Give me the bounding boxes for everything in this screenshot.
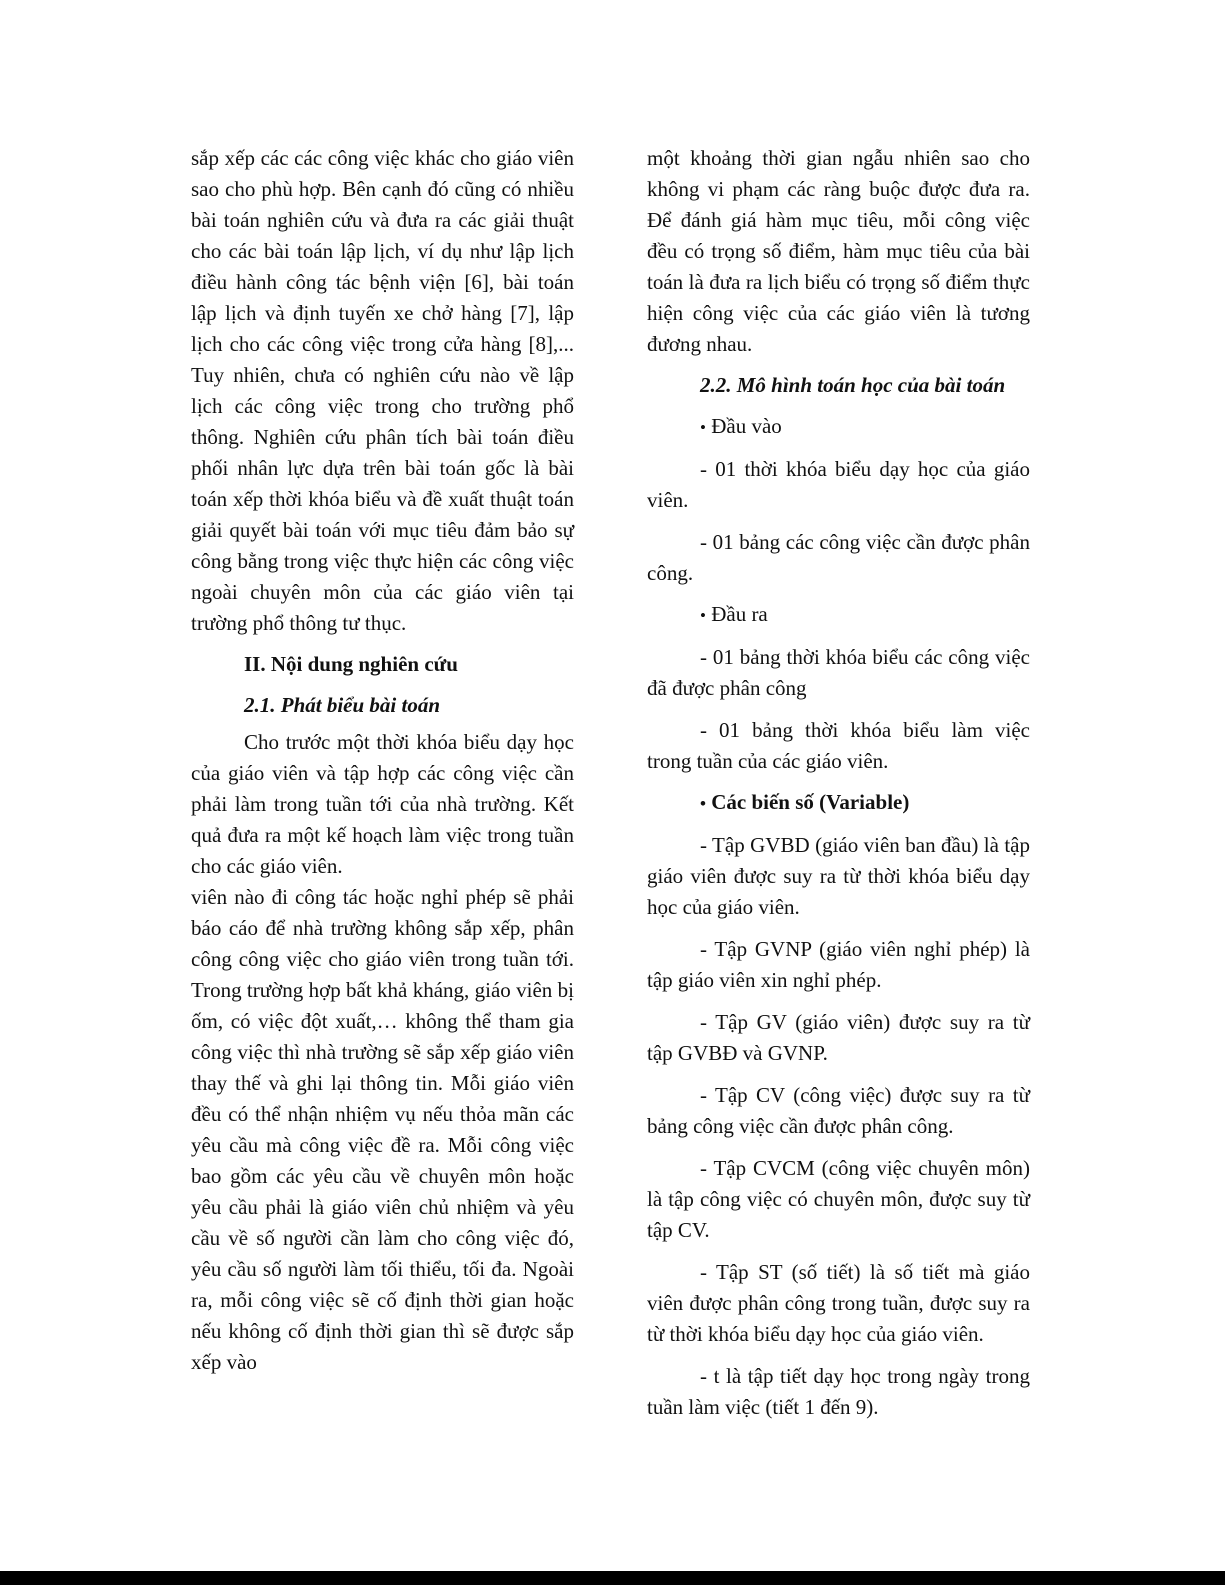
variables-bullet xyxy=(647,787,1030,819)
list-item: - 01 bảng thời khóa biểu làm việc trong tuần của các giáo viên. xyxy=(647,718,1030,773)
bullet-label: Đầu ra xyxy=(711,602,768,626)
input-bullet xyxy=(647,411,1030,443)
list-item: - Tập GV (giáo viên) được suy ra từ tập GVBĐ và GVNP. xyxy=(647,1010,1030,1065)
bullet-icon: • xyxy=(700,794,706,813)
list-item: - 01 bảng thời khóa biểu các công việc đã được phân công xyxy=(647,645,1030,700)
list-item: - Tập ST (số tiết) là số tiết mà giáo viên được phân công trong tuần, được suy ra từ thời khóa biểu dạy học của giáo viên. xyxy=(647,1260,1030,1346)
list-item: - Tập GVNP (giáo viên nghỉ phép) là tập giáo viên xin nghỉ phép. xyxy=(647,937,1030,992)
list-item: - Tập CVCM (công việc chuyên môn) là tập công việc có chuyên môn, được suy từ tập CV. xyxy=(647,1156,1030,1242)
list-item: - t là tập tiết dạy học trong ngày trong tuần làm việc (tiết 1 đến 9). xyxy=(647,1364,1030,1419)
subsection-heading: 2.1. Phát biểu bài toán xyxy=(244,693,441,717)
list-item: - 01 thời khóa biểu dạy học của giáo viên. xyxy=(647,457,1030,512)
bullet-icon: • xyxy=(700,418,706,437)
body-paragraph: Cho trước một thời khóa biểu dạy học của giáo viên và tập hợp các công việc cần phải làm trong tuần tới của nhà trường. Kết quả đưa ra một kế hoạch làm việc trong tuần cho các giáo viên. xyxy=(191,730,574,878)
body-paragraph: sắp xếp các các công việc khác cho giáo viên sao cho phù hợp. Bên cạnh đó cũng có nhiều bài toán nghiên cứu và đưa ra các giải thuật cho các bài toán lập lịch, ví dụ như lập lịch điều hành công tác bệnh viện [6], bài toán lập lịch và định tuyến xe chở hàng [7], lập lịch cho các công việc trong cửa hàng [8],... Tuy nhiên, chưa có nghiên cứu nào về lập lịch các công việc trong cho trường phổ thông. Nghiên cứu phân tích bài toán điều phối nhân lực dựa trên bài toán gốc là bài toán xếp thời khóa biểu và đề xuất thuật toán giải quyết bài toán với mục tiêu đảm bảo sự công bằng trong việc thực hiện các công việc ngoài chuyên môn của các giáo viên tại trường phổ thông tư thục. xyxy=(191,146,574,635)
list-item: - 01 bảng các công việc cần được phân công. xyxy=(647,530,1030,585)
list-item: - Tập GVBD (giáo viên ban đầu) là tập giáo viên được suy ra từ thời khóa biểu dạy học của giáo viên. xyxy=(647,833,1030,919)
body-paragraph: viên nào đi công tác hoặc nghỉ phép sẽ phải báo cáo để nhà trường không sắp xếp, phân công công việc cho giáo viên trong tuần tới. Trong trường hợp bất khả kháng, giáo viên bị ốm, có việc đột xuất,… không thể tham gia công việc thì nhà trường sẽ sắp xếp giáo viên thay thế và ghi lại thông tin. Mỗi giáo viên đều có thể nhận nhiệm vụ nếu thỏa mãn các yêu cầu mà công việc đề ra. Mỗi công việc bao gồm các yêu cầu về chuyên môn hoặc yêu cầu phải là giáo viên chủ nhiệm và yêu cầu về số người cần làm cho công việc đó, yêu cầu số người làm tối thiểu, tối đa. Ngoài ra, mỗi công việc sẽ cố định thời gian hoặc nếu không cố định thời gian thì sẽ được sắp xếp vào xyxy=(191,885,574,1374)
list-item: - Tập CV (công việc) được suy ra từ bảng công việc cần được phân công. xyxy=(647,1083,1030,1138)
section-heading: II. Nội dung nghiên cứu xyxy=(244,652,458,676)
body-paragraph: một khoảng thời gian ngẫu nhiên sao cho không vi phạm các ràng buộc được đưa ra. Để đánh giá hàm mục tiêu, mỗi công việc đều có trọng số điểm, hàm mục tiêu của bài toán là đưa ra lịch biểu có trọng số điểm thực hiện công việc của các giáo viên là tương đương nhau. xyxy=(647,146,1030,356)
bottom-border xyxy=(0,1571,1225,1585)
bullet-icon: • xyxy=(700,606,706,625)
right-column xyxy=(647,143,1030,1423)
bullet-label: Đầu vào xyxy=(711,414,782,438)
output-bullet xyxy=(647,599,1030,631)
left-column xyxy=(191,143,574,1378)
bullet-label: Các biến số (Variable) xyxy=(711,790,910,814)
subsection-heading: 2.2. Mô hình toán học của bài toán xyxy=(700,373,1006,397)
